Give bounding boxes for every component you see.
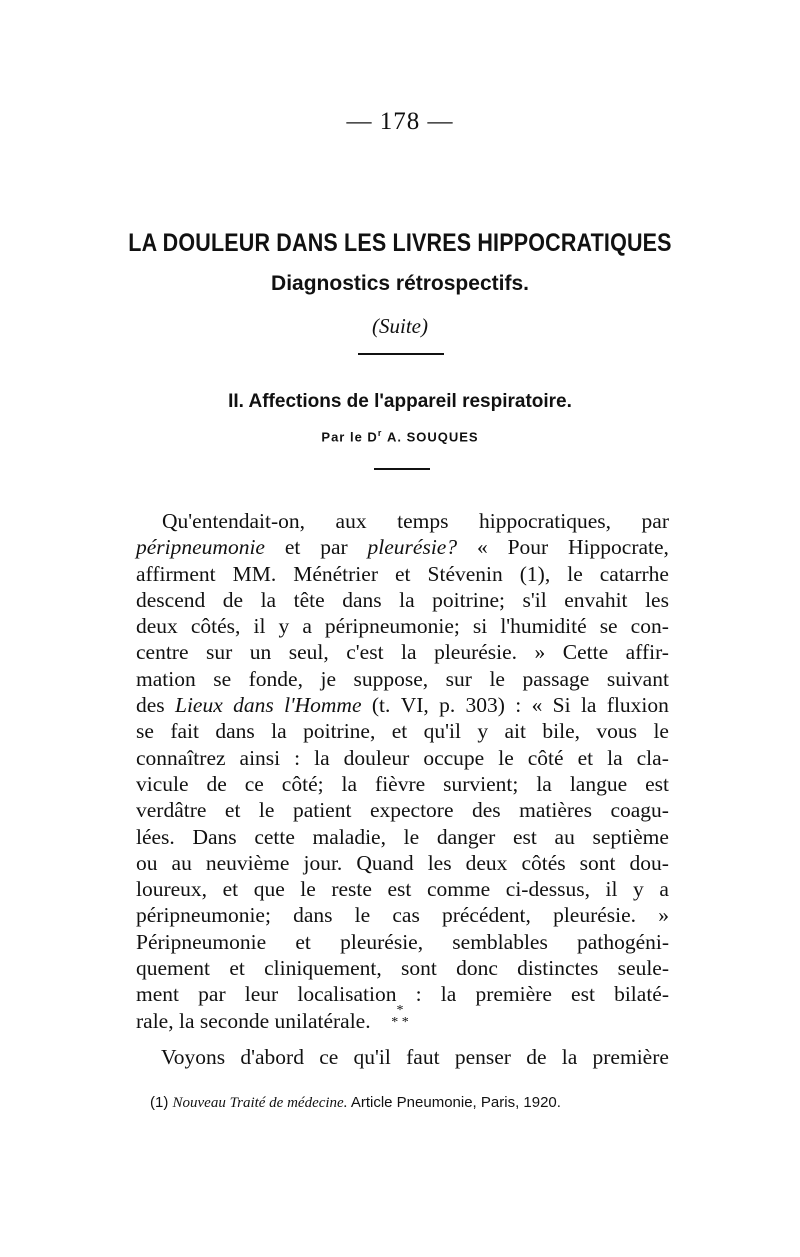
body-paragraph xyxy=(136,508,669,1034)
author-prefix-sup: r xyxy=(377,428,383,438)
article-title: LA DOULEUR DANS LES LIVRES HIPPOCRATIQUES xyxy=(128,229,672,257)
body-line: verdâtre et le patient expectore des matières coagu- xyxy=(136,798,669,823)
suite-label: (Suite) xyxy=(372,314,428,338)
separator-star-top: * xyxy=(396,1003,404,1018)
body-line: descend de la tête dans la poitrine; s'il envahit les xyxy=(136,587,669,612)
body-line: connaîtrez ainsi : la douleur occupe le côté et la cla- xyxy=(136,745,669,770)
body-line: vicule de ce côté; la fièvre survient; la langue est xyxy=(136,771,669,796)
author-name: A. SOUQUES xyxy=(386,429,479,445)
body-line: lées. Dans cette maladie, le danger est au septième xyxy=(136,824,669,849)
body-line: mation se fonde, je suppose, sur le passage suivant xyxy=(136,666,669,691)
byline-divider xyxy=(374,468,430,470)
footnote-reference-title: Nouveau Traité de médecine. xyxy=(172,1095,348,1111)
body-line: des Lieux dans l'Homme (t. VI, p. 303) : « Si la fluxion xyxy=(136,693,669,718)
author-prefix: Par le D xyxy=(321,429,378,445)
body-line: Péripneumonie et pleurésie, semblables pathogéni- xyxy=(136,929,669,954)
body-line: se fait dans la poitrine, et qu'il y ait bile, vous le xyxy=(136,719,669,744)
title-divider xyxy=(358,353,444,355)
separator-stars-bottom: * * xyxy=(391,1015,409,1030)
body-line: péripneumonie; dans le cas précédent, pleurésie. » xyxy=(136,903,669,928)
body-line: centre sur un seul, c'est la pleurésie. » Cette affir- xyxy=(136,640,669,665)
section-separator xyxy=(0,1005,800,1029)
body-line: Qu'entendait-on, aux temps hippocratiques, par xyxy=(162,509,669,533)
body-line: ment par leur localisation : la première est bilaté- xyxy=(136,982,669,1007)
footnote-reference-detail: Article Pneumonie, Paris, 1920. xyxy=(350,1094,561,1111)
author-byline xyxy=(0,428,800,444)
body-line: affirment MM. Ménétrier et Stévenin (1), le catarrhe xyxy=(136,561,669,586)
body-line: ou au neuvième jour. Quand les deux côtés sont dou- xyxy=(136,850,669,875)
body-line: rale, la seconde unilatérale. xyxy=(136,1008,371,1033)
section-heading: II. Affections de l'appareil respiratoire. xyxy=(228,391,572,412)
page-number: — 178 — xyxy=(346,108,454,135)
footnote-marker: (1) xyxy=(150,1094,169,1111)
body-line: deux côtés, il y a péripneumonie; si l'humidité se con- xyxy=(136,614,669,639)
footnote xyxy=(150,1094,670,1112)
article-subtitle: Diagnostics rétrospectifs. xyxy=(271,272,529,295)
body-line: quement et cliniquement, sont donc distinctes seule- xyxy=(136,956,669,981)
body-line: péripneumonie et par pleurésie? « Pour Hippocrate, xyxy=(136,535,669,560)
body-line: loureux, et que le reste est comme ci-dessus, il y a xyxy=(136,877,669,902)
continuation-line: Voyons d'abord ce qu'il faut penser de la première xyxy=(161,1045,669,1069)
